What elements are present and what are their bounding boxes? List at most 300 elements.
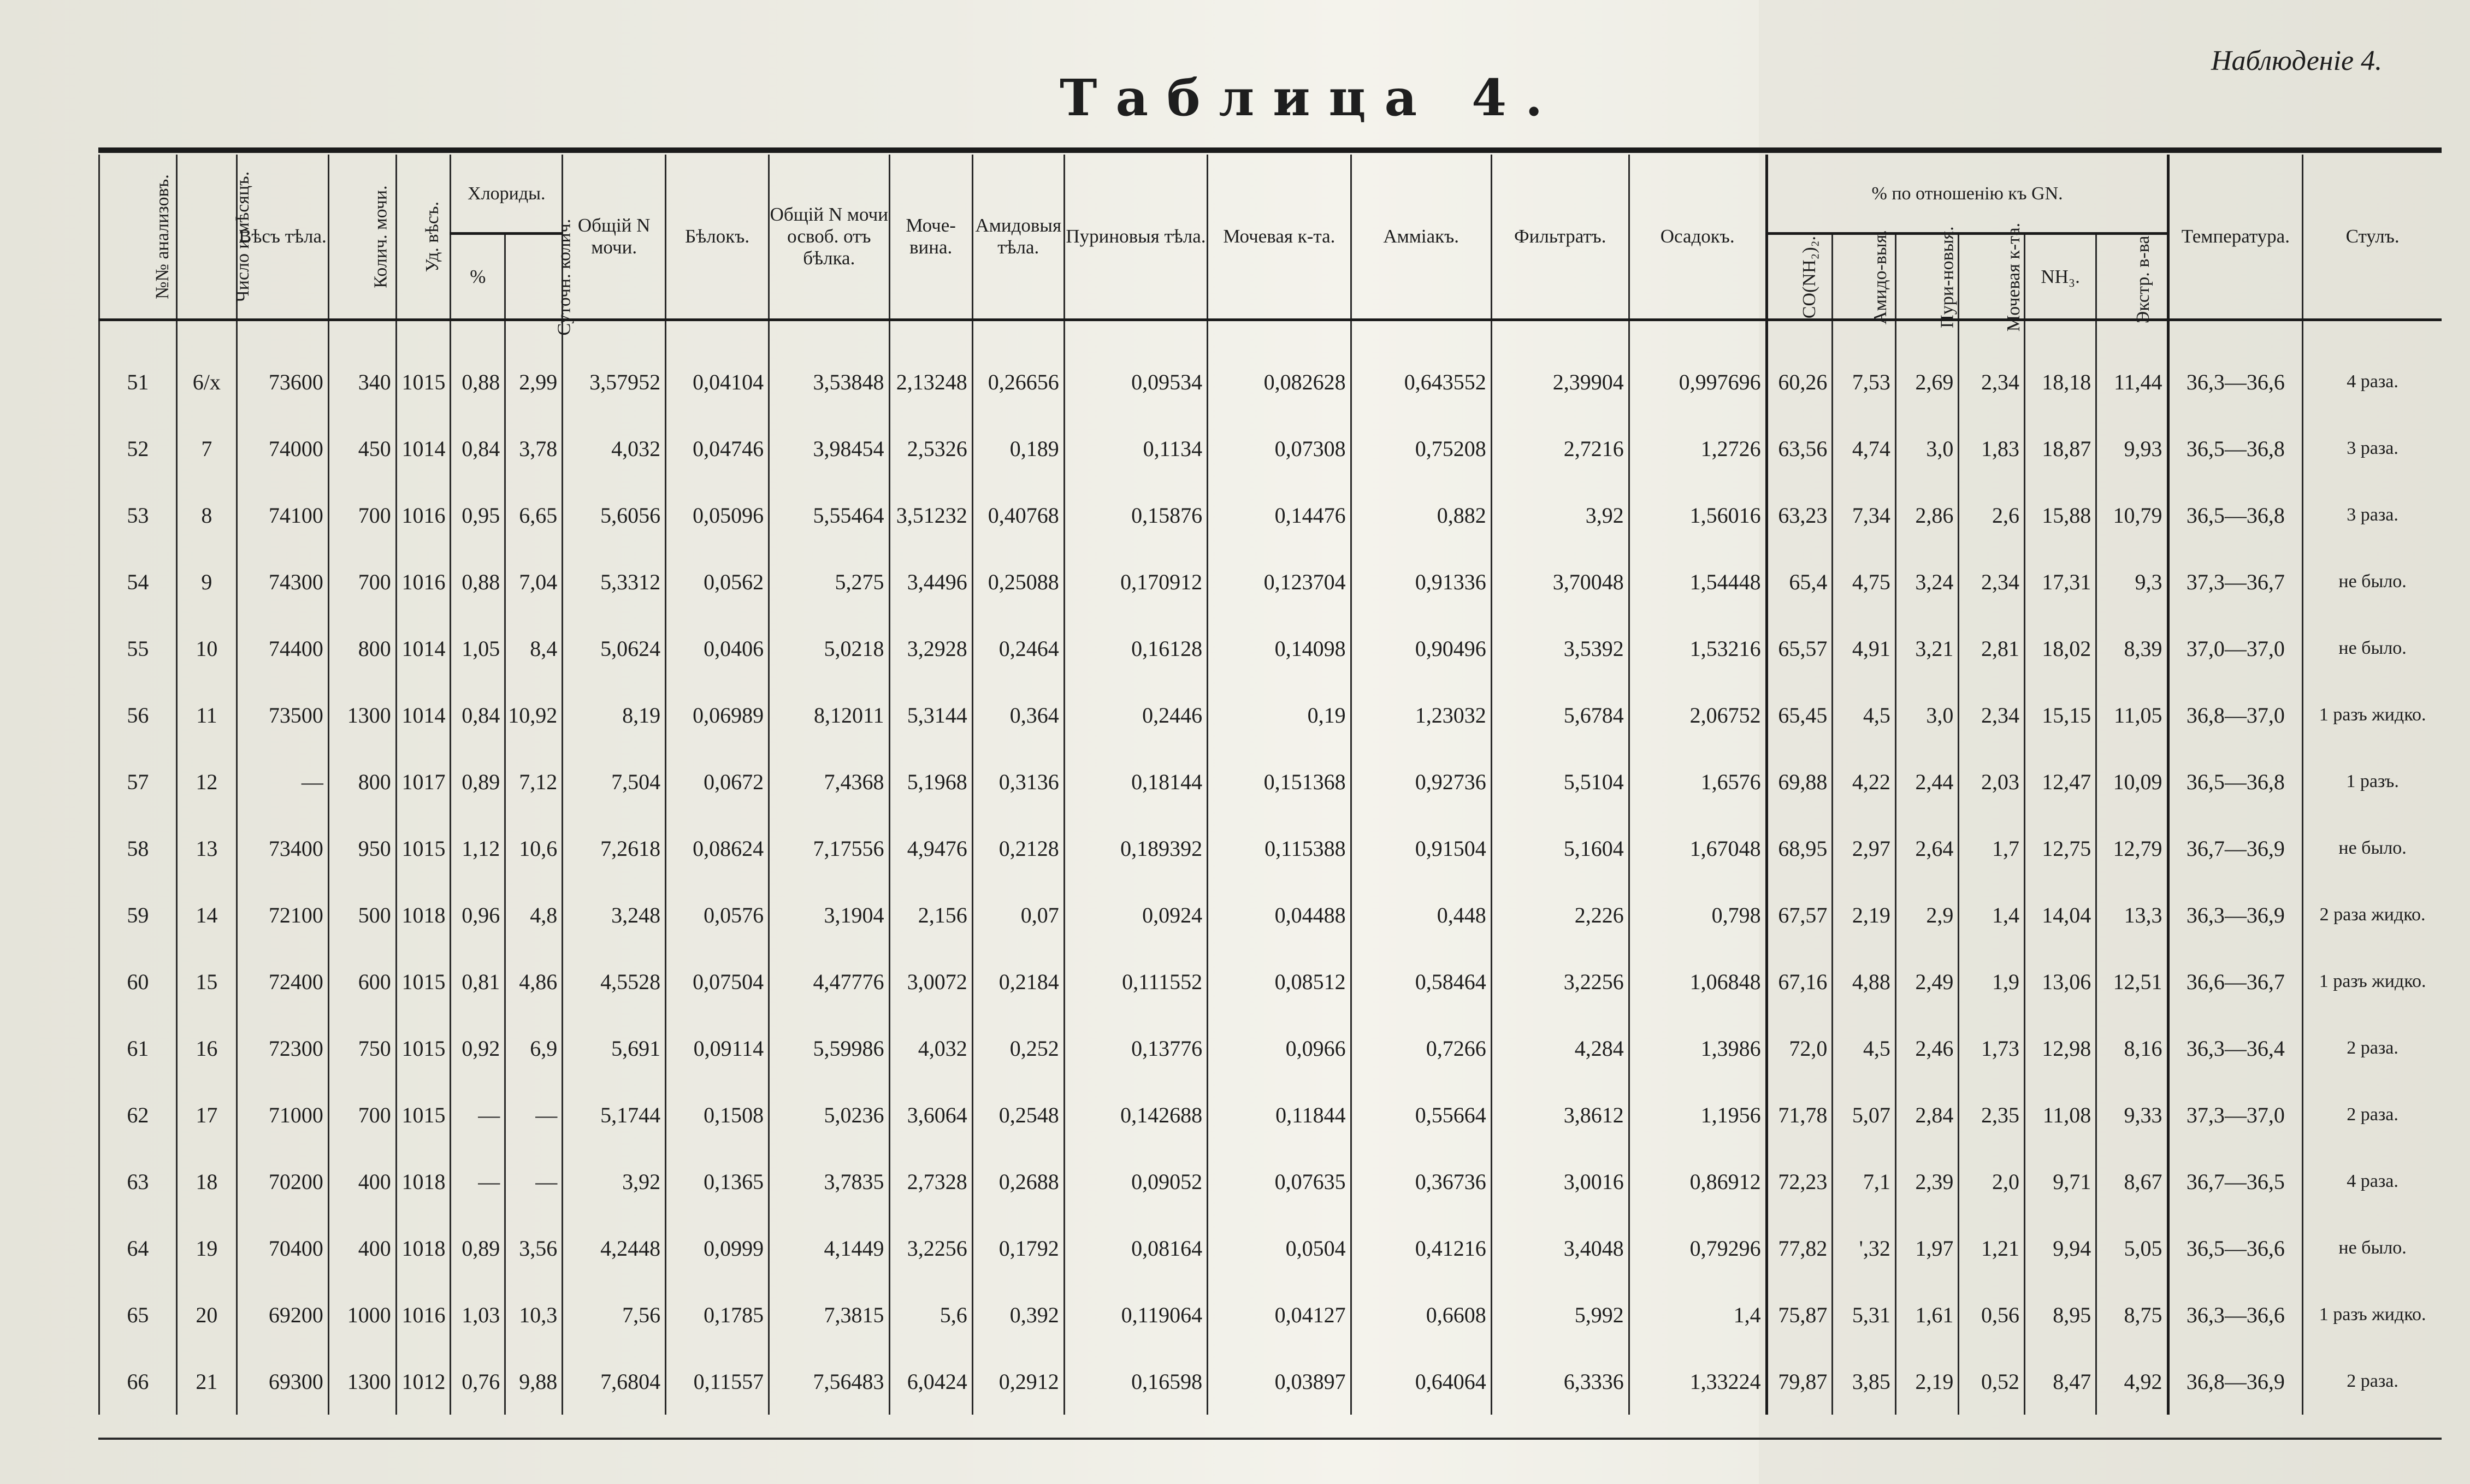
header-p-urea: CO(NH₂)₂. bbox=[1766, 234, 1833, 320]
table-cell: 0,189 bbox=[972, 415, 1064, 482]
table-cell: 700 bbox=[328, 548, 396, 615]
table-cell: 0,0924 bbox=[1064, 882, 1207, 948]
table-cell: 5,3312 bbox=[563, 548, 666, 615]
table-cell: 66 bbox=[99, 1348, 177, 1415]
table-cell: 450 bbox=[328, 415, 396, 482]
table-cell: 2 раза. bbox=[2303, 1015, 2442, 1081]
table-cell: 67,57 bbox=[1766, 882, 1833, 948]
table-cell: 64 bbox=[99, 1215, 177, 1281]
table-cell: 56 bbox=[99, 682, 177, 748]
table-cell: 0,082628 bbox=[1208, 348, 1351, 415]
table-cell: 0,0406 bbox=[666, 615, 769, 682]
table-cell: 13,3 bbox=[2096, 882, 2168, 948]
table-cell: 63,23 bbox=[1766, 482, 1833, 548]
table-cell: 3,2256 bbox=[1491, 948, 1629, 1015]
table-cell: 950 bbox=[328, 815, 396, 882]
table-cell: 9,33 bbox=[2096, 1081, 2168, 1148]
header-p-extr: Экстр. в-ва. bbox=[2096, 234, 2168, 320]
table-cell: 71,78 bbox=[1766, 1081, 1833, 1148]
table-cell: 5,05 bbox=[2096, 1215, 2168, 1281]
table-cell: 2,156 bbox=[889, 882, 972, 948]
table-cell: 0,64064 bbox=[1351, 1348, 1491, 1415]
table-cell: 2,39904 bbox=[1491, 348, 1629, 415]
table-cell: 0,84 bbox=[451, 415, 505, 482]
table-cell: 79,87 bbox=[1766, 1348, 1833, 1415]
table-cell: 65,45 bbox=[1766, 682, 1833, 748]
table-cell: 36,7—36,5 bbox=[2168, 1148, 2303, 1215]
table-cell: 3,0 bbox=[1895, 415, 1958, 482]
table-cell: 0,18144 bbox=[1064, 748, 1207, 815]
table-cell: 0,89 bbox=[451, 748, 505, 815]
table-cell: 0,0999 bbox=[666, 1215, 769, 1281]
table-cell: 4,9476 bbox=[889, 815, 972, 882]
table-cell: 3,0072 bbox=[889, 948, 972, 1015]
table-cell: 2,6 bbox=[1959, 482, 2025, 548]
header-weight: Вѣсъ тѣла. bbox=[237, 155, 328, 320]
table-cell: 8,39 bbox=[2096, 615, 2168, 682]
header-sp-gr: Уд. вѣсъ. bbox=[396, 155, 451, 320]
table-cell: 36,5—36,8 bbox=[2168, 415, 2303, 482]
table-cell: 7,2618 bbox=[563, 815, 666, 882]
table-cell: 0,189392 bbox=[1064, 815, 1207, 882]
table-cell: 0,119064 bbox=[1064, 1281, 1207, 1348]
table-cell: 9,88 bbox=[505, 1348, 563, 1415]
table-cell: 2,9 bbox=[1895, 882, 1958, 948]
table-cell: 36,6—36,7 bbox=[2168, 948, 2303, 1015]
table-row bbox=[99, 415, 2442, 482]
table-cell: 0,84 bbox=[451, 682, 505, 748]
table-row bbox=[99, 748, 2442, 815]
table-cell: 11,08 bbox=[2025, 1081, 2096, 1148]
table-cell: 7,53 bbox=[1833, 348, 1895, 415]
table-cell: 3,4048 bbox=[1491, 1215, 1629, 1281]
table-cell: 2,81 bbox=[1959, 615, 2025, 682]
table-cell: 10,79 bbox=[2096, 482, 2168, 548]
table-cell: 58 bbox=[99, 815, 177, 882]
header-stool: Стулъ. bbox=[2303, 155, 2442, 320]
table-cell: 0,91336 bbox=[1351, 548, 1491, 615]
table-cell: — bbox=[237, 748, 328, 815]
header-p-purine: Пури-новыя. bbox=[1895, 234, 1958, 320]
table-cell: 1,12 bbox=[451, 815, 505, 882]
table-cell: 8,75 bbox=[2096, 1281, 2168, 1348]
table-cell: 600 bbox=[328, 948, 396, 1015]
table-cell: 65,4 bbox=[1766, 548, 1833, 615]
table-cell: 1,61 bbox=[1895, 1281, 1958, 1348]
table-cell: 4,92 bbox=[2096, 1348, 2168, 1415]
table-cell: 36,8—37,0 bbox=[2168, 682, 2303, 748]
header-chlorides: Хлориды. bbox=[451, 155, 563, 234]
table-cell: 2,5326 bbox=[889, 415, 972, 482]
table-cell: 0,19 bbox=[1208, 682, 1351, 748]
table-row bbox=[99, 615, 2442, 682]
header-temp: Температура. bbox=[2168, 155, 2303, 320]
table-cell: 0,2464 bbox=[972, 615, 1064, 682]
table-cell: 0,170912 bbox=[1064, 548, 1207, 615]
table-cell: 0,448 bbox=[1351, 882, 1491, 948]
table-row bbox=[99, 1148, 2442, 1215]
table-cell: 3,2928 bbox=[889, 615, 972, 682]
table-cell: 4,2448 bbox=[563, 1215, 666, 1281]
table-cell: 51 bbox=[99, 348, 177, 415]
header-p-nh3: NH₃. bbox=[2025, 234, 2096, 320]
table-cell: 65,57 bbox=[1766, 615, 1833, 682]
table-cell: 3,8612 bbox=[1491, 1081, 1629, 1148]
table-cell: 400 bbox=[328, 1148, 396, 1215]
table-cell: 73500 bbox=[237, 682, 328, 748]
table-cell: 1,33224 bbox=[1629, 1348, 1766, 1415]
table-cell: 72300 bbox=[237, 1015, 328, 1081]
table-cell: 0,07504 bbox=[666, 948, 769, 1015]
table-cell: не было. bbox=[2303, 548, 2442, 615]
table-cell: 72400 bbox=[237, 948, 328, 1015]
table-cell: 18 bbox=[176, 1148, 237, 1215]
header-protein: Бѣлокъ. bbox=[666, 155, 769, 320]
table-cell: 0,15876 bbox=[1064, 482, 1207, 548]
table-cell: 3,57952 bbox=[563, 348, 666, 415]
table-cell: 1016 bbox=[396, 1281, 451, 1348]
table-cell: 4 раза. bbox=[2303, 1148, 2442, 1215]
table-cell: 1014 bbox=[396, 682, 451, 748]
table-cell: 15 bbox=[176, 948, 237, 1015]
table-cell: 68,95 bbox=[1766, 815, 1833, 882]
table-cell: 9,94 bbox=[2025, 1215, 2096, 1281]
table-cell: 0,0672 bbox=[666, 748, 769, 815]
table-cell: 53 bbox=[99, 482, 177, 548]
table-cell: 0,115388 bbox=[1208, 815, 1351, 882]
table-cell: 2,19 bbox=[1833, 882, 1895, 948]
header-sediment: Осадокъ. bbox=[1629, 155, 1766, 320]
table-cell: 17 bbox=[176, 1081, 237, 1148]
table-cell: 1018 bbox=[396, 1215, 451, 1281]
table-cell: 4,8 bbox=[505, 882, 563, 948]
header-urea: Моче-вина. bbox=[889, 155, 972, 320]
table-cell: 77,82 bbox=[1766, 1215, 1833, 1281]
table-cell: 12,75 bbox=[2025, 815, 2096, 882]
table-cell: 12,47 bbox=[2025, 748, 2096, 815]
table-cell: 1,97 bbox=[1895, 1215, 1958, 1281]
table-cell: 6,3336 bbox=[1491, 1348, 1629, 1415]
table-cell: 1017 bbox=[396, 748, 451, 815]
table-cell: 3,56 bbox=[505, 1215, 563, 1281]
table-cell: 1,05 bbox=[451, 615, 505, 682]
table-cell: 0,89 bbox=[451, 1215, 505, 1281]
table-row bbox=[99, 948, 2442, 1015]
table-cell: 21 bbox=[176, 1348, 237, 1415]
table-cell: 0,36736 bbox=[1351, 1148, 1491, 1215]
table-cell: 0,09114 bbox=[666, 1015, 769, 1081]
table-cell: 0,0576 bbox=[666, 882, 769, 948]
table-cell: 0,96 bbox=[451, 882, 505, 948]
table-row bbox=[99, 682, 2442, 748]
table-cell: 2 раза. bbox=[2303, 1348, 2442, 1415]
table-cell: 36,3—36,4 bbox=[2168, 1015, 2303, 1081]
table-cell: 71000 bbox=[237, 1081, 328, 1148]
table-cell: 0,92 bbox=[451, 1015, 505, 1081]
table-cell: 11,44 bbox=[2096, 348, 2168, 415]
table-row bbox=[99, 482, 2442, 548]
table-cell: 0,1134 bbox=[1064, 415, 1207, 482]
table-cell: 1300 bbox=[328, 682, 396, 748]
table-cell: 0,08512 bbox=[1208, 948, 1351, 1015]
header-p-amide: Амидо-выя. bbox=[1833, 234, 1895, 320]
table-cell: 0,0966 bbox=[1208, 1015, 1351, 1081]
table-cell: 0,07635 bbox=[1208, 1148, 1351, 1215]
table-cell: 2,86 bbox=[1895, 482, 1958, 548]
table-cell: 0,05096 bbox=[666, 482, 769, 548]
table-cell: 1,56016 bbox=[1629, 482, 1766, 548]
header-total-n-free: Общій N мочи освоб. отъ бѣлка. bbox=[769, 155, 889, 320]
table-cell: 18,87 bbox=[2025, 415, 2096, 482]
table-cell: 1015 bbox=[396, 1081, 451, 1148]
table-cell: 4,5 bbox=[1833, 682, 1895, 748]
table-cell: 0,52 bbox=[1959, 1348, 2025, 1415]
table-cell: 1016 bbox=[396, 482, 451, 548]
table-cell: 7,34 bbox=[1833, 482, 1895, 548]
table-cell: 2,39 bbox=[1895, 1148, 1958, 1215]
table-cell: 0,91504 bbox=[1351, 815, 1491, 882]
table-cell: 0,92736 bbox=[1351, 748, 1491, 815]
table-cell: 1,21 bbox=[1959, 1215, 2025, 1281]
table-cell: 60,26 bbox=[1766, 348, 1833, 415]
table-cell: 37,3—37,0 bbox=[2168, 1081, 2303, 1148]
table-cell: 3 раза. bbox=[2303, 415, 2442, 482]
header-chl-pct: % bbox=[451, 234, 505, 320]
table-cell: 0,58464 bbox=[1351, 948, 1491, 1015]
table-cell: 74300 bbox=[237, 548, 328, 615]
table-cell: 4 раза. bbox=[2303, 348, 2442, 415]
table-cell: 5,992 bbox=[1491, 1281, 1629, 1348]
table-cell: 4,5 bbox=[1833, 1015, 1895, 1081]
table-cell: 0,14476 bbox=[1208, 482, 1351, 548]
table-cell: 0,08624 bbox=[666, 815, 769, 882]
table-cell: 3,2256 bbox=[889, 1215, 972, 1281]
table-cell: 3,6064 bbox=[889, 1081, 972, 1148]
table-cell: 6,65 bbox=[505, 482, 563, 548]
table-cell: 65 bbox=[99, 1281, 177, 1348]
table-cell: 3,21 bbox=[1895, 615, 1958, 682]
table-cell: 0,11557 bbox=[666, 1348, 769, 1415]
table-cell: 0,75208 bbox=[1351, 415, 1491, 482]
table-cell: 2,19 bbox=[1895, 1348, 1958, 1415]
table-cell: 20 bbox=[176, 1281, 237, 1348]
table-cell: 1015 bbox=[396, 815, 451, 882]
table-cell: 5,07 bbox=[1833, 1081, 1895, 1148]
table-cell: 0,882 bbox=[1351, 482, 1491, 548]
table-cell: 3,51232 bbox=[889, 482, 972, 548]
table-cell: 1,03 bbox=[451, 1281, 505, 1348]
table-cell: 0,11844 bbox=[1208, 1081, 1351, 1148]
observation-label: Наблюденіе 4. bbox=[2211, 45, 2383, 76]
table-cell: 1,67048 bbox=[1629, 815, 1766, 882]
table-cell: 3,78 bbox=[505, 415, 563, 482]
table-cell: 340 bbox=[328, 348, 396, 415]
table-cell: 7,6804 bbox=[563, 1348, 666, 1415]
table-cell: 14 bbox=[176, 882, 237, 948]
table-cell: 3,4496 bbox=[889, 548, 972, 615]
table-cell: 2,64 bbox=[1895, 815, 1958, 882]
header-p-uric: Мочевая к-та. bbox=[1959, 234, 2025, 320]
table-cell: 70400 bbox=[237, 1215, 328, 1281]
table-cell: 4,75 bbox=[1833, 548, 1895, 615]
table-cell: не было. bbox=[2303, 1215, 2442, 1281]
table-cell: 5,55464 bbox=[769, 482, 889, 548]
table-cell: 9,71 bbox=[2025, 1148, 2096, 1215]
table-cell: 16 bbox=[176, 1015, 237, 1081]
table-cell: 0,1785 bbox=[666, 1281, 769, 1348]
table-cell: 1014 bbox=[396, 415, 451, 482]
table-cell: 7,04 bbox=[505, 548, 563, 615]
header-purine: Пуриновыя тѣла. bbox=[1064, 155, 1207, 320]
table-cell: 0,151368 bbox=[1208, 748, 1351, 815]
table-cell: 0,09052 bbox=[1064, 1148, 1207, 1215]
table-cell: 0,76 bbox=[451, 1348, 505, 1415]
table-cell: 57 bbox=[99, 748, 177, 815]
table-cell: 1012 bbox=[396, 1348, 451, 1415]
table-cell: 5,6056 bbox=[563, 482, 666, 548]
table-cell: 36,3—36,6 bbox=[2168, 348, 2303, 415]
table-cell: 0,997696 bbox=[1629, 348, 1766, 415]
table-cell: 3,5392 bbox=[1491, 615, 1629, 682]
table-cell: 5,691 bbox=[563, 1015, 666, 1081]
header-amide: Амидовыя тѣла. bbox=[972, 155, 1064, 320]
table-cell: 700 bbox=[328, 482, 396, 548]
table-cell: 0,03897 bbox=[1208, 1348, 1351, 1415]
table-cell: 800 bbox=[328, 615, 396, 682]
table-cell: 7,1 bbox=[1833, 1148, 1895, 1215]
table-cell: 1,53216 bbox=[1629, 615, 1766, 682]
table-cell: 0,1792 bbox=[972, 1215, 1064, 1281]
table-cell: 0,2688 bbox=[972, 1148, 1064, 1215]
table-cell: 800 bbox=[328, 748, 396, 815]
table-cell: 0,16128 bbox=[1064, 615, 1207, 682]
table-body bbox=[99, 320, 2442, 1415]
table-cell: 1,6576 bbox=[1629, 748, 1766, 815]
table-cell: 8,4 bbox=[505, 615, 563, 682]
table-cell: 6,0424 bbox=[889, 1348, 972, 1415]
table-cell: 7,12 bbox=[505, 748, 563, 815]
table-row bbox=[99, 1281, 2442, 1348]
header-pct-group: % по отношенію къ GN. bbox=[1766, 155, 2168, 234]
table-cell: 4,91 bbox=[1833, 615, 1895, 682]
table-cell: 4,032 bbox=[889, 1015, 972, 1081]
table-cell: 0,55664 bbox=[1351, 1081, 1491, 1148]
table-cell: 72,0 bbox=[1766, 1015, 1833, 1081]
table-header bbox=[99, 155, 2442, 335]
table-bottom-rule bbox=[98, 1438, 2442, 1440]
table-cell: 2 раза жидко. bbox=[2303, 882, 2442, 948]
spacer-row bbox=[99, 320, 2442, 349]
table-cell: 1,2726 bbox=[1629, 415, 1766, 482]
table-cell: 5,1604 bbox=[1491, 815, 1629, 882]
table-cell: 0,142688 bbox=[1064, 1081, 1207, 1148]
table-cell: 0,643552 bbox=[1351, 348, 1491, 415]
table-cell: 7,504 bbox=[563, 748, 666, 815]
table-cell: 61 bbox=[99, 1015, 177, 1081]
table-cell: 74000 bbox=[237, 415, 328, 482]
header-filtrate: Фильтратъ. bbox=[1491, 155, 1629, 320]
table-cell: 0,13776 bbox=[1064, 1015, 1207, 1081]
table-cell: 700 bbox=[328, 1081, 396, 1148]
table-cell: 0,0562 bbox=[666, 548, 769, 615]
table-cell: 2,49 bbox=[1895, 948, 1958, 1015]
table-cell: 500 bbox=[328, 882, 396, 948]
table-cell: 8,19 bbox=[563, 682, 666, 748]
table-cell: 1016 bbox=[396, 548, 451, 615]
table-cell: 1014 bbox=[396, 615, 451, 682]
table-cell: 3 раза. bbox=[2303, 482, 2442, 548]
table-cell: 7,4368 bbox=[769, 748, 889, 815]
table-cell: 1,23032 bbox=[1351, 682, 1491, 748]
table-cell: 10 bbox=[176, 615, 237, 682]
table-cell: 2,99 bbox=[505, 348, 563, 415]
table-cell: 1,4 bbox=[1629, 1281, 1766, 1348]
table-cell: 0,14098 bbox=[1208, 615, 1351, 682]
table-cell: 3,7835 bbox=[769, 1148, 889, 1215]
table-cell: 5,5104 bbox=[1491, 748, 1629, 815]
table-row bbox=[99, 1215, 2442, 1281]
table-row bbox=[99, 1015, 2442, 1081]
table-cell: 10,3 bbox=[505, 1281, 563, 1348]
table-cell: 2,7328 bbox=[889, 1148, 972, 1215]
table-cell: 19 bbox=[176, 1215, 237, 1281]
table-cell: 36,3—36,9 bbox=[2168, 882, 2303, 948]
table-cell: 750 bbox=[328, 1015, 396, 1081]
table-cell: 1015 bbox=[396, 948, 451, 1015]
table-cell: 37,0—37,0 bbox=[2168, 615, 2303, 682]
table-cell: 12 bbox=[176, 748, 237, 815]
table-cell: 37,3—36,7 bbox=[2168, 548, 2303, 615]
table-cell: 2,7216 bbox=[1491, 415, 1629, 482]
table-cell: 0,07 bbox=[972, 882, 1064, 948]
table-cell: 18,02 bbox=[2025, 615, 2096, 682]
table-cell: 72,23 bbox=[1766, 1148, 1833, 1215]
table-cell: 2,35 bbox=[1959, 1081, 2025, 1148]
table-cell: 7,17556 bbox=[769, 815, 889, 882]
table-cell: 72100 bbox=[237, 882, 328, 948]
table-cell: 5,59986 bbox=[769, 1015, 889, 1081]
table-cell: — bbox=[451, 1081, 505, 1148]
table-cell: 1015 bbox=[396, 348, 451, 415]
table-cell: 15,15 bbox=[2025, 682, 2096, 748]
table-cell: 0,7266 bbox=[1351, 1015, 1491, 1081]
table-cell: 4,032 bbox=[563, 415, 666, 482]
table-cell: 1000 bbox=[328, 1281, 396, 1348]
table-cell: 63 bbox=[99, 1148, 177, 1215]
header-chl-daily: Суточн. колич. bbox=[505, 234, 563, 320]
table-cell: 5,6784 bbox=[1491, 682, 1629, 748]
table-row bbox=[99, 348, 2442, 415]
table-cell: 13,06 bbox=[2025, 948, 2096, 1015]
table-cell: 8,95 bbox=[2025, 1281, 2096, 1348]
table-cell: 0,86912 bbox=[1629, 1148, 1766, 1215]
table-cell: 3,70048 bbox=[1491, 548, 1629, 615]
table-cell: 1 разъ жидко. bbox=[2303, 1281, 2442, 1348]
table-cell: 0,08164 bbox=[1064, 1215, 1207, 1281]
table-cell: 1,3986 bbox=[1629, 1015, 1766, 1081]
table-cell: 2,06752 bbox=[1629, 682, 1766, 748]
table-cell: 36,8—36,9 bbox=[2168, 1348, 2303, 1415]
table-cell: 12,79 bbox=[2096, 815, 2168, 882]
table-cell: 5,31 bbox=[1833, 1281, 1895, 1348]
table-cell: 8,16 bbox=[2096, 1015, 2168, 1081]
table-cell: 9,93 bbox=[2096, 415, 2168, 482]
table-cell: 69,88 bbox=[1766, 748, 1833, 815]
table-row bbox=[99, 1081, 2442, 1148]
table-cell: 1300 bbox=[328, 1348, 396, 1415]
table-cell: 70200 bbox=[237, 1148, 328, 1215]
table-cell: 0,04746 bbox=[666, 415, 769, 482]
